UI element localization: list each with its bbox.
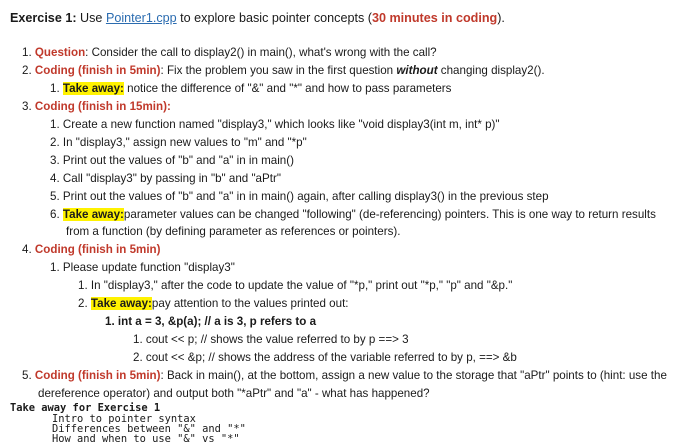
coding-tag: Coding (finish in 5min) <box>34 64 161 77</box>
list-item <box>133 350 517 366</box>
exercise-label: Exercise 1: <box>10 11 77 25</box>
takeaway-highlight: Take away: <box>90 297 152 310</box>
item-number: 3. <box>22 100 32 113</box>
takeaway-highlight: Take away: <box>62 208 124 221</box>
item-number: 1. <box>50 261 60 274</box>
item-text: Print out the values of "b" and "a" in in main() <box>62 154 294 167</box>
item-number: 1. <box>78 279 88 292</box>
item-number: 1. <box>50 118 60 131</box>
pointer1-link[interactable]: Pointer1.cpp <box>105 11 177 25</box>
takeaway-heading: Take away for Exercise 1 <box>10 402 161 414</box>
list-item <box>50 153 294 169</box>
item-text: : Back in main(), at the bottom, assign a new value to the storage that "aPtr" points to (hint: use the <box>160 369 667 382</box>
takeaway-line: Differences between "&" and "*" <box>52 423 246 435</box>
list-item <box>50 189 549 205</box>
list-item <box>22 368 667 384</box>
item-text: parameter values can be changed "following" (de-referencing) pointers. This is one way to return results <box>123 208 656 221</box>
takeaway-line: Intro to pointer syntax <box>52 413 196 425</box>
item-number: 2. <box>133 351 143 364</box>
list-item-continuation <box>66 224 400 240</box>
item-number: 5. <box>50 190 60 203</box>
coding-tag: Coding (finish in 5min) <box>34 369 161 382</box>
item-text: pay attention to the values printed out: <box>151 297 349 310</box>
item-number: 2. <box>22 64 32 77</box>
list-item <box>22 99 171 115</box>
item-number: 3. <box>50 154 60 167</box>
item-text: Print out the values of "b" and "a" in in main() again, after calling display3() in the previous step <box>62 190 549 203</box>
item-text: : Fix the problem you saw in the first question <box>160 64 397 77</box>
list-item <box>78 296 349 312</box>
list-item <box>50 81 451 97</box>
title-lead: Use <box>76 11 106 25</box>
exercise-title <box>10 11 505 25</box>
item-number: 2. <box>50 136 60 149</box>
emphasis-text: without <box>396 64 438 77</box>
list-item <box>50 260 235 276</box>
question-tag: Question <box>34 46 86 59</box>
coding-tag: Coding (finish in 5min) <box>34 243 161 256</box>
list-item <box>50 207 656 223</box>
item-number: 1. <box>105 315 115 328</box>
item-text: Create a new function named "display3," which looks like "void display3(int m, int* p)" <box>62 118 500 131</box>
list-item <box>22 63 545 79</box>
item-number: 6. <box>50 208 60 221</box>
item-text: changing display2(). <box>437 64 545 77</box>
title-tail: ). <box>497 11 505 25</box>
item-text: In "display3," assign new values to "m" and "*p" <box>62 136 307 149</box>
list-item <box>105 314 316 330</box>
time-estimate: 30 minutes in coding <box>371 11 498 25</box>
takeaway-line: How and when to use "&" vs "*" <box>52 433 240 445</box>
list-item-continuation <box>38 386 430 402</box>
list-item <box>133 332 409 348</box>
item-text: In "display3," after the code to update the value of "*p," print out "*p," "p" and "&p." <box>90 279 513 292</box>
item-number: 2. <box>78 297 88 310</box>
item-number: 1. <box>133 333 143 346</box>
item-text: dereference operator) and output both "*aPtr" and "a" - what has happened? <box>38 387 430 400</box>
coding-tag: Coding (finish in 15min): <box>34 100 171 113</box>
item-number: 4. <box>22 243 32 256</box>
item-number: 5. <box>22 369 32 382</box>
list-item <box>50 117 500 133</box>
title-middle: to explore basic pointer concepts ( <box>176 11 372 25</box>
list-item <box>78 278 512 294</box>
list-item <box>22 242 161 258</box>
item-text: cout << &p; // shows the address of the variable referred to by p, ==> &b <box>145 351 517 364</box>
item-number: 4. <box>50 172 60 185</box>
takeaway-highlight: Take away: <box>62 82 124 95</box>
item-number: 1. <box>22 46 32 59</box>
list-item <box>50 171 281 187</box>
item-text: from a function (by defining parameter as references or pointers). <box>66 225 401 238</box>
item-text: Please update function "display3" <box>62 261 235 274</box>
item-text: notice the difference of "&" and "*" and how to pass parameters <box>123 82 452 95</box>
item-text: Call "display3" by passing in "b" and "aPtr" <box>62 172 281 185</box>
item-text: : Consider the call to display2() in main(), what's wrong with the call? <box>85 46 437 59</box>
list-item <box>50 135 307 151</box>
item-text: int a = 3, &p(a); // a is 3, p refers to a <box>117 315 317 328</box>
item-number: 1. <box>50 82 60 95</box>
list-item <box>22 45 437 61</box>
item-text: cout << p; // shows the value referred to by p ==> 3 <box>145 333 409 346</box>
